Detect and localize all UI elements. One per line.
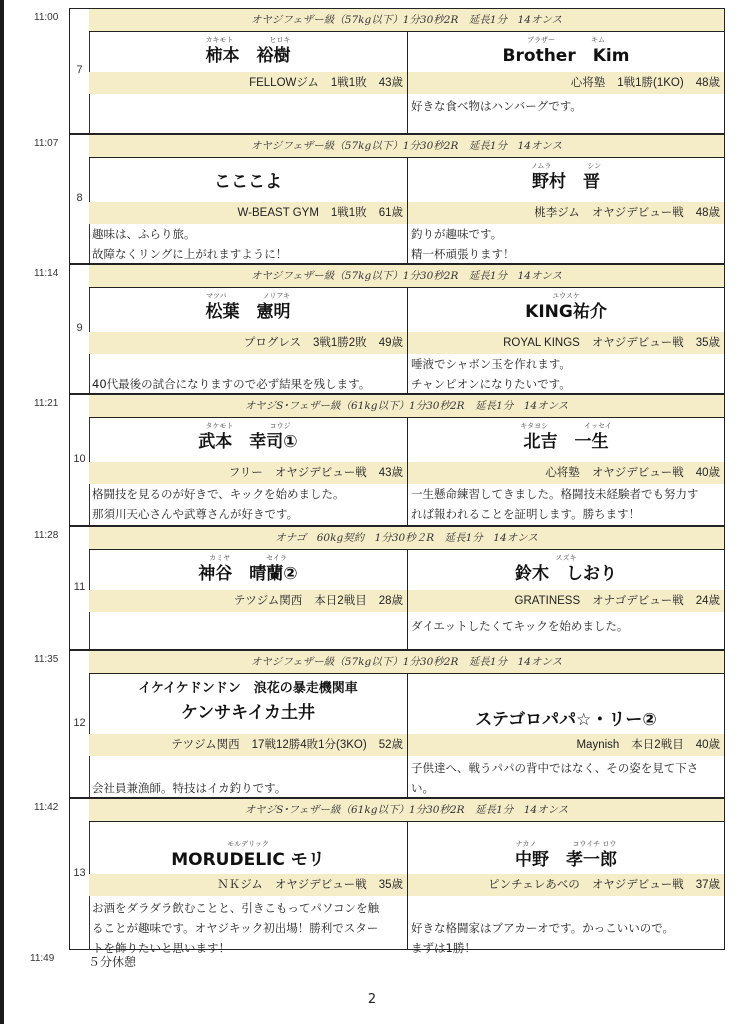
fighter-right: [408, 32, 724, 133]
fighter-gym: プログレス: [243, 337, 302, 349]
comment-line: ダイエットしたくてキックを始めました。: [411, 619, 629, 633]
fighter-gym: GRATINESS: [514, 595, 581, 607]
fighter-gym: Maynish: [576, 739, 620, 751]
bout-card: [69, 526, 725, 650]
fighter-name-area: [89, 418, 407, 462]
fighter-left: [89, 288, 408, 393]
comment-line: 那須川天心さんや武尊さんが好きです。: [92, 507, 299, 521]
fighter-record: 3戦1勝2敗: [313, 337, 367, 349]
fighter-comment: [92, 898, 405, 958]
bout-number: 12: [73, 717, 86, 729]
fighter-age: 35歳: [378, 879, 403, 891]
fighter-gym: ROYAL KINGS: [503, 337, 580, 349]
fighter-gym: W-BEAST GYM: [237, 207, 319, 219]
fighter-name: 野村 晋: [532, 172, 600, 192]
bout-number: 10: [73, 453, 86, 465]
ruby-reading: タケモト: [205, 422, 234, 430]
comment-line: チャンピオンになりたいです。: [411, 377, 571, 391]
fighter-name: MORUDELIC モリ: [171, 850, 325, 870]
document-page: [4, 0, 748, 1024]
fighter-ruby: [408, 292, 724, 301]
weight-class-rules: オヤジフェザー級（57kg以下）1分30秒2R 延長1分 14オンス: [89, 9, 724, 32]
break-time: 11:49: [30, 953, 55, 964]
weight-class-rules: オヤジフェザー級（57kg以下）1分30秒2R 延長1分 14オンス: [89, 265, 724, 288]
fighter-record: オヤジデビュー戦: [591, 337, 684, 349]
fighter-record: オヤジデビュー戦: [591, 879, 684, 891]
fighter-info: [89, 734, 407, 756]
ruby-reading: コウジ: [269, 422, 291, 430]
ruby-reading: ユウスケ: [552, 292, 580, 300]
fighter-record: 1戦1勝(1KO): [617, 77, 684, 89]
fighter-age: 43歳: [378, 77, 403, 89]
ruby-reading: セイラ: [266, 554, 287, 562]
fighter-comment: [411, 616, 722, 636]
comment-line: 子供達へ、戦うパパの背中ではなく、その姿を見て下さ: [411, 761, 699, 775]
fighter-age: 28歳: [378, 595, 403, 607]
fighter-name-area: [408, 158, 724, 202]
fighter-info: [408, 590, 724, 612]
fighter-record: 17戦12勝4敗1分(3KO): [251, 739, 367, 751]
fighter-left: [89, 822, 408, 955]
bout-card: [69, 798, 725, 955]
fighter-info: [89, 72, 407, 94]
weight-class-rules: オヤジフェザー級（57kg以下）1分30秒2R 延長1分 14オンス: [89, 651, 724, 674]
fighter-name-area: [89, 288, 407, 332]
bout-card: [69, 264, 725, 394]
fighter-ruby: [408, 422, 724, 431]
fighter-name-area: [89, 822, 407, 874]
comment-line: [92, 116, 405, 136]
fighter-comment: [92, 224, 405, 264]
fighter-ruby: [408, 700, 724, 709]
fighter-comment: [411, 484, 722, 524]
ruby-reading: カキモト: [205, 36, 234, 44]
fighter-info: [408, 202, 724, 224]
fighter-right: [408, 158, 724, 263]
fighter-ruby: [408, 840, 724, 849]
bout-card: [69, 650, 725, 798]
fighter-gym: 心将塾: [545, 467, 580, 479]
fighter-ruby: [89, 36, 407, 45]
fighter-ruby: [89, 162, 407, 171]
fighter-name: 鈴木 しおり: [515, 564, 617, 584]
bout-time: 11:28: [34, 530, 59, 541]
fighter-comment: [411, 758, 722, 798]
ruby-reading: コウイチ ロウ: [572, 840, 617, 848]
ruby-reading: モルデリック: [227, 840, 269, 848]
ruby-reading: ヒロキ: [269, 36, 291, 44]
fighter-gym: テツジム関西: [171, 739, 240, 751]
fighter-name: 松葉 憲明: [205, 302, 291, 322]
fighter-age: 37歳: [695, 879, 720, 891]
bout-time: 11:14: [34, 268, 59, 279]
comment-line: ることが趣味です。オヤジキック初出場！勝利でスター: [92, 921, 379, 935]
fighter-gym: FELLOWジム: [249, 77, 319, 89]
bout-number: 11: [73, 581, 86, 593]
bout-number: 8: [76, 192, 83, 204]
fighter-name: 北吉 一生: [523, 432, 609, 452]
comment-line: 精一杯頑張ります！: [411, 247, 515, 261]
fighter-name-area: [89, 158, 407, 202]
fighter-age: 43歳: [378, 467, 403, 479]
fighter-info: [89, 874, 407, 896]
ruby-reading: マツバ: [205, 292, 227, 300]
fighter-comment: [92, 96, 405, 136]
fighter-gym: 心将塾: [570, 77, 606, 89]
fighter-nickname: イケイケドンドン 浪花の暴走機関車: [138, 681, 358, 696]
fighter-info: [408, 72, 724, 94]
ruby-reading: ブラザー: [527, 36, 556, 44]
bout-time: 11:21: [34, 398, 59, 409]
fighter-name: ケンサキイカ土井: [181, 703, 315, 723]
fighter-age: 35歳: [695, 337, 720, 349]
break-label: ５分休憩: [88, 955, 137, 969]
ruby-reading: ノムラ: [530, 162, 552, 170]
comment-line: [411, 898, 722, 918]
page-number: 2: [367, 992, 377, 1007]
fighter-left: [89, 158, 408, 263]
ruby-reading: ナカノ: [515, 840, 537, 848]
ruby-reading: ノリアキ: [262, 292, 291, 300]
fighter-comment: [92, 484, 405, 524]
fighter-comment: [411, 96, 722, 116]
comment-line: [92, 96, 405, 116]
fighter-info: [89, 590, 407, 612]
fighter-name: Brother Kim: [502, 46, 630, 66]
fighter-info: [408, 874, 724, 896]
ruby-reading: キム: [591, 36, 605, 44]
fighter-record: オナゴデビュー戦: [592, 595, 684, 607]
fighter-name: 武本 幸司①: [198, 432, 298, 452]
weight-class-rules: オナゴ 60kg契約 1分30秒２R 延長1分 14オンス: [89, 527, 724, 550]
comment-line: [92, 616, 405, 636]
comment-line: 唾液でシャボン玉を作れます。: [411, 357, 571, 371]
fighter-info: [89, 332, 407, 354]
comment-line: 故障なくリングに上がれますように！: [92, 247, 288, 261]
comment-line: お酒をダラダラ飲むことと、引きこもってパソコンを触: [92, 901, 380, 915]
comment-line: 好きな食べ物はハンバーグです。: [411, 99, 582, 113]
fighter-ruby: [89, 554, 407, 563]
comment-line: 趣味は、ふらり旅。: [92, 227, 196, 241]
fighter-right: [408, 550, 724, 649]
fighter-age: 48歳: [695, 77, 720, 89]
fighter-name-area: [408, 674, 724, 734]
fighter-record: オヤジデビュー戦: [591, 207, 684, 219]
comment-line: [92, 758, 405, 778]
fighter-name-area: [408, 288, 724, 332]
fighter-info: [89, 202, 407, 224]
ruby-reading: シン: [587, 162, 602, 170]
comment-line: 好きな格闘家はブアカーオです。かっこいいので。: [411, 921, 675, 935]
fighter-gym: テツジム関西: [233, 595, 303, 607]
fighter-record: 本日2戦目: [314, 595, 367, 607]
fighter-right: [408, 822, 724, 955]
fighter-ruby: [408, 554, 724, 563]
fighter-age: 52歳: [378, 739, 403, 751]
fighter-right: [408, 418, 724, 525]
comment-line: 釣りが趣味です。: [411, 227, 503, 241]
comment-line: 40代最後の試合になりますので必ず結果を残します。: [92, 377, 371, 391]
fighter-left: [89, 418, 408, 525]
fighter-name-area: [89, 674, 407, 734]
bout-time: 11:35: [34, 654, 59, 665]
fighter-record: 1戦1敗: [330, 207, 367, 219]
fighter-gym: ピンチェレあべの: [488, 879, 580, 891]
fighter-name-area: [408, 32, 724, 72]
fighter-name-area: [408, 822, 724, 874]
fighter-age: 49歳: [378, 337, 403, 349]
fighter-name-area: [408, 550, 724, 590]
fighter-age: 40歳: [695, 467, 720, 479]
fighter-name: 神谷 晴蘭②: [198, 564, 298, 584]
fighter-name: こここよ: [214, 172, 282, 192]
fighter-ruby: [89, 422, 407, 431]
fighter-comment: [411, 354, 722, 394]
weight-class-rules: オヤジS･フェザー級（61kg以下）1分30秒2R 延長1分 14オンス: [89, 799, 724, 822]
fighter-comment: [411, 898, 722, 958]
fighter-right: [408, 674, 724, 797]
bout-card: [69, 394, 725, 526]
comment-line: トを飾りたいと思います！: [92, 941, 230, 955]
fighter-name-area: [408, 418, 724, 462]
bout-card: [69, 8, 725, 134]
fighter-record: オヤジデビュー戦: [274, 467, 367, 479]
fighter-left: [89, 32, 408, 133]
fighter-age: 48歳: [695, 207, 720, 219]
fighter-comment: [411, 224, 722, 264]
fighter-name: KING祐介: [525, 302, 607, 322]
fighter-info: [408, 462, 724, 484]
fighter-name-area: [89, 550, 407, 590]
fighter-name: 中野 孝一郎: [515, 850, 617, 870]
fighter-info: [89, 462, 407, 484]
comment-line: 格闘技を見るのが好きで、キックを始めました。: [92, 487, 345, 501]
comment-line: い。: [411, 781, 434, 795]
fighter-record: 1戦1敗: [330, 77, 367, 89]
comment-line: 会社員兼漁師。特技はイカ釣りです。: [92, 781, 287, 795]
ruby-reading: キタヨシ: [520, 422, 549, 430]
fighter-ruby: [89, 292, 407, 301]
weight-class-rules: オヤジS･フェザー級（61kg以下）1分30秒2R 延長1分 14オンス: [89, 395, 724, 418]
fighter-ruby: [89, 840, 407, 849]
ruby-reading: スズキ: [555, 554, 577, 562]
fighter-ruby: [408, 162, 724, 171]
fighter-comment: [92, 758, 405, 798]
fighter-left: [89, 550, 408, 649]
bout-time: 11:07: [34, 138, 59, 149]
comment-line: [92, 354, 405, 374]
fighter-gym: フリー: [228, 467, 263, 479]
comment-line: まずは1勝！: [411, 941, 476, 955]
fighter-age: 24歳: [695, 595, 720, 607]
fighter-age: 40歳: [695, 739, 720, 751]
comment-line: れば報われることを証明します。勝ちます！: [411, 507, 641, 521]
fighter-name: ステゴロパパ☆・リー②: [475, 710, 657, 730]
ruby-reading: イッセイ: [584, 422, 612, 430]
fighter-name: 柿本 裕樹: [205, 46, 291, 66]
bout-time: 11:42: [34, 802, 59, 813]
fighter-ruby: [408, 36, 724, 45]
bout-number: 7: [76, 64, 83, 76]
bout-time: 11:00: [34, 12, 59, 23]
weight-class-rules: オヤジフェザー級（57kg以下）1分30秒2R 延長1分 14オンス: [89, 135, 724, 158]
bout-number: 9: [76, 322, 83, 334]
fighter-gym: ＮＫジム: [217, 879, 263, 891]
fighter-record: オヤジデビュー戦: [591, 467, 684, 479]
fighter-gym: 桃李ジム: [534, 207, 580, 219]
fighter-left: [89, 674, 408, 797]
fighter-right: [408, 288, 724, 393]
fighter-info: [408, 332, 724, 354]
comment-line: 一生懸命練習してきました。格闘技未経験者でも努力す: [411, 487, 699, 501]
fighter-age: 61歳: [378, 207, 403, 219]
bout-number: 13: [73, 867, 86, 879]
fighter-info: [408, 734, 724, 756]
fighter-record: 本日2戦目: [631, 739, 684, 751]
fighter-record: オヤジデビュー戦: [274, 879, 367, 891]
bout-card: [69, 134, 725, 264]
fighter-name-area: [89, 32, 407, 72]
fighter-comment: [92, 354, 405, 394]
ruby-reading: カミヤ: [209, 554, 231, 562]
